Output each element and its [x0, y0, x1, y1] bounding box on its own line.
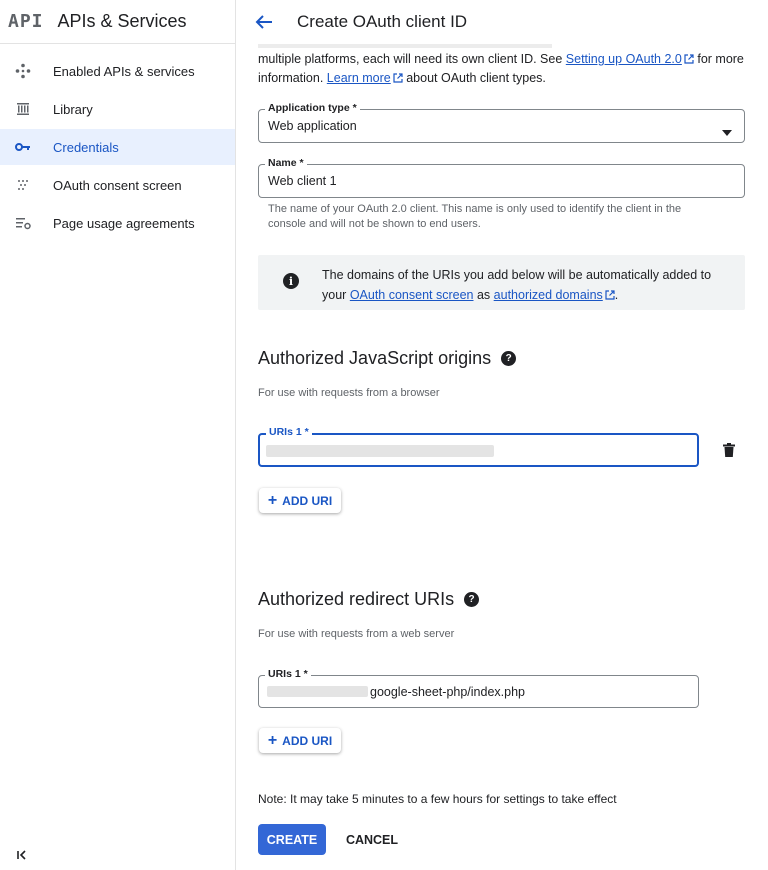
- notice-text: [322, 265, 732, 306]
- name-value: Web client 1: [268, 174, 337, 188]
- key-icon: [14, 138, 32, 156]
- intro-text-1: multiple platforms, each will need its own client ID. See: [258, 52, 563, 66]
- sidebar-item-label: Credentials: [53, 139, 119, 155]
- diamond-dots-icon: [14, 62, 32, 80]
- cancel-button[interactable]: CANCEL: [345, 832, 399, 847]
- name-field[interactable]: [258, 157, 745, 198]
- create-button[interactable]: CREATE: [258, 824, 326, 855]
- redirect-uris-subtitle: For use with requests from a web server: [258, 628, 455, 640]
- setting-up-oauth-link[interactable]: Setting up OAuth 2.0: [565, 52, 682, 66]
- add-redirect-uri-button[interactable]: [259, 728, 341, 753]
- js-origin-uri-label: URIs 1 *: [266, 426, 312, 438]
- external-link-icon: [684, 51, 694, 69]
- redirect-uri-label: URIs 1 *: [265, 668, 311, 680]
- sidebar-item-label: OAuth consent screen: [53, 177, 182, 193]
- sidebar-item-enabled-apis[interactable]: [0, 53, 235, 89]
- external-link-icon: [605, 286, 615, 306]
- name-hint: The name of your OAuth 2.0 client. This name is only used to identify the client in the console and will not be shown to end users.: [268, 203, 682, 230]
- sidebar-item-label: Library: [53, 101, 93, 117]
- sidebar-header: [0, 0, 235, 44]
- page-title: Create OAuth client ID: [297, 12, 468, 31]
- sidebar-item-page-usage[interactable]: [0, 205, 235, 241]
- sidebar-item-credentials[interactable]: [0, 129, 235, 165]
- redirect-uri-input[interactable]: [258, 668, 699, 708]
- add-uri-label: ADD URI: [282, 493, 333, 508]
- settings-list-icon: [14, 214, 32, 232]
- js-origins-subtitle: For use with requests from a browser: [258, 387, 440, 399]
- consent-icon: [14, 176, 32, 194]
- plus-icon: +: [267, 491, 278, 509]
- application-type-value: Web application: [268, 119, 357, 133]
- delete-icon[interactable]: [723, 443, 737, 459]
- notice-text-2: as: [476, 288, 491, 302]
- help-icon[interactable]: ?: [464, 592, 479, 607]
- plus-icon: +: [267, 731, 278, 749]
- arrow-back-icon[interactable]: [252, 10, 276, 34]
- redacted-uri: [267, 686, 368, 697]
- settings-delay-note: Note: It may take 5 minutes to a few hours for settings to take effect: [258, 792, 617, 806]
- learn-more-link[interactable]: Learn more: [326, 71, 391, 85]
- external-link-icon: [393, 70, 403, 88]
- intro-text-3: information.: [258, 71, 324, 85]
- api-logo: API: [8, 11, 44, 32]
- intro-cut-line: [258, 40, 748, 48]
- sidebar-item-oauth-consent[interactable]: [0, 167, 235, 203]
- intro-text-4: about OAuth client types.: [406, 71, 546, 85]
- js-origins-title: Authorized JavaScript origins: [258, 348, 492, 368]
- info-icon: i: [283, 273, 299, 289]
- library-icon: [14, 100, 32, 118]
- product-title[interactable]: APIs & Services: [57, 11, 187, 31]
- sidebar-item-label: Enabled APIs & services: [53, 63, 195, 79]
- redacted-uri: [266, 445, 494, 457]
- intro-text: [258, 50, 758, 88]
- add-js-origin-uri-button[interactable]: [259, 488, 341, 513]
- add-uri-label: ADD URI: [282, 733, 333, 748]
- notice-text-3: .: [614, 288, 619, 302]
- page-header: [236, 0, 768, 44]
- help-icon[interactable]: ?: [501, 351, 516, 366]
- collapse-sidebar-icon[interactable]: [14, 846, 32, 864]
- js-origins-heading: [258, 348, 516, 369]
- application-type-label: Application type *: [265, 102, 360, 114]
- sidebar-item-label: Page usage agreements: [53, 215, 195, 231]
- redirect-uri-value: google-sheet-php/index.php: [370, 685, 525, 699]
- sidebar: [0, 0, 236, 870]
- sidebar-item-library[interactable]: [0, 91, 235, 127]
- oauth-consent-screen-link[interactable]: OAuth consent screen: [349, 288, 474, 302]
- redirect-uris-heading: [258, 589, 479, 610]
- notice-text-1: The domains of the URIs you add below will be automatically added to your: [322, 268, 712, 302]
- domains-notice: [258, 255, 745, 310]
- intro-text-2: for more: [697, 52, 744, 66]
- redirect-uris-title: Authorized redirect URIs: [258, 589, 455, 609]
- authorized-domains-link[interactable]: authorized domains: [493, 288, 603, 302]
- application-type-select[interactable]: [258, 102, 745, 143]
- js-origin-uri-input[interactable]: [258, 426, 699, 467]
- name-label: Name *: [265, 157, 307, 169]
- dropdown-arrow-icon: [722, 123, 732, 141]
